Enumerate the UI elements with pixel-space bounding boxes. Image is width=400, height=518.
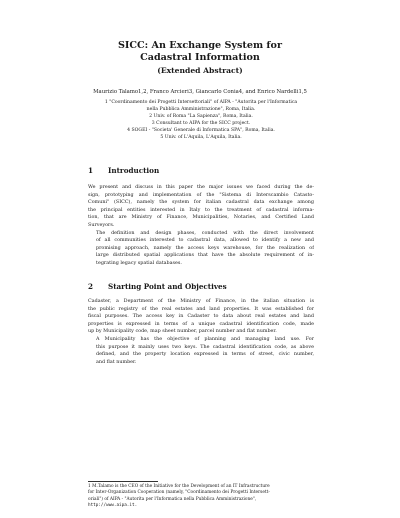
title-line-2: Cadastral Information bbox=[140, 52, 260, 63]
footnote-rule bbox=[88, 481, 158, 482]
affiliation-2: 2 Univ. of Roma "La Sapienza", Roma, Italia. bbox=[149, 113, 253, 119]
section-number: 2 bbox=[88, 282, 94, 291]
text-line: large distributed spatial applications that have the absolute requirement of in- bbox=[96, 252, 314, 259]
section-title: Starting Point and Objectives bbox=[108, 282, 227, 291]
affiliation-4: 4 SOGEI - "Societa' Generale di Informatica SPA", Roma, Italia. bbox=[127, 127, 275, 133]
paragraph bbox=[88, 298, 314, 336]
title-line-1: SICC: An Exchange System for bbox=[117, 40, 283, 51]
affiliation-5: 5 Univ. of L'Aquila, L'Aquila, Italia. bbox=[160, 134, 242, 140]
paragraph bbox=[88, 184, 314, 230]
text-line: We present and discuss in this paper the major issues we faced during the de- bbox=[88, 184, 314, 190]
text-line: the public registry of the real estates and land properties. It was established for bbox=[88, 305, 314, 312]
affiliations bbox=[86, 100, 316, 141]
paragraph bbox=[88, 336, 314, 366]
text-line: this purpose it mainly uses two keys. The cadastral identification code, as above bbox=[96, 343, 314, 350]
text-line: properties is expressed in terms of a unique cadastral identification code, made bbox=[88, 320, 314, 327]
text-line: up by Municipality code, map sheet number, parcel number and flat number. bbox=[88, 328, 277, 335]
text-line: the principal entities interested in Italy to the treatment of cadastral informa- bbox=[88, 206, 314, 213]
text-line: promising approach, namely the access keys warehouse, for the realization of bbox=[96, 244, 314, 251]
section-heading-starting-point bbox=[88, 282, 314, 292]
paragraph bbox=[88, 230, 314, 268]
affiliation-1-cont: nella Pubblica Amministrazione", Roma, Italia. bbox=[146, 106, 256, 112]
text-line: sign, prototyping and implementation of the "Sistema di Interscambio Catasto- bbox=[88, 191, 314, 198]
affiliation-3: 3 Consultant to AIPA for the SICC project. bbox=[151, 120, 251, 126]
footnote bbox=[88, 484, 314, 510]
affiliation-1: 1 "Coordinamento dei Progetti Intersettoriali" of AIPA - "Autorita per l'Informatica bbox=[104, 100, 298, 105]
text-line: tion, that are Ministry of Finance, Municipalities, Notaries, and Certified Land bbox=[88, 214, 314, 221]
text-line: fiscal purposes. The access key in Cadaster to data about real estates and land bbox=[88, 313, 314, 320]
footnote-line: for Inter-Organization Cooperation (namely, "Coordinamento dei Progetti Intersett- bbox=[88, 490, 270, 496]
section-1-body bbox=[88, 184, 314, 268]
text-line: of all communities interested to cadastral data, allowed to identify a new and bbox=[96, 237, 314, 244]
paper-title bbox=[0, 40, 400, 64]
section-heading-introduction bbox=[88, 166, 314, 176]
text-line: Comuni" (SICC), namely the system for italian cadastral data exchange among bbox=[88, 199, 314, 206]
footnote-url[interactable]: http://www.aipa.it. bbox=[88, 503, 138, 509]
section-title: Introduction bbox=[108, 166, 160, 175]
text-line: Surveyors. bbox=[88, 221, 115, 228]
footnote-line: oriali") of AIPA - "Autorita per l'Informatica nella Pubblica Amministrazione", bbox=[88, 496, 257, 502]
footnote-line: 1 M.Talamo is the CEO of the Initiative for the Development of an IT Infrastructure bbox=[88, 484, 270, 489]
text-line: defined, and the property location expressed in terms of street, civic number, bbox=[96, 351, 314, 358]
paper-subtitle: (Extended Abstract) bbox=[157, 66, 243, 75]
author-list: Maurizio Talamo1,2, Franco Arcieri3, Giancarlo Conia4, and Enrico Nardelli1,5 bbox=[93, 89, 307, 95]
text-line: tegrating legacy spatial databases. bbox=[96, 259, 182, 266]
text-line: The definition and design phases, conducted with the direct involvement bbox=[96, 229, 314, 236]
text-line: A Municipality has the objective of planning and managing land use. For bbox=[96, 335, 314, 342]
section-number: 1 bbox=[88, 166, 94, 175]
text-line: Cadaster, a Department of the Ministry of Finance, in the italian situation is bbox=[88, 298, 314, 304]
section-2-body bbox=[88, 298, 314, 366]
text-line: and flat number. bbox=[96, 358, 137, 365]
